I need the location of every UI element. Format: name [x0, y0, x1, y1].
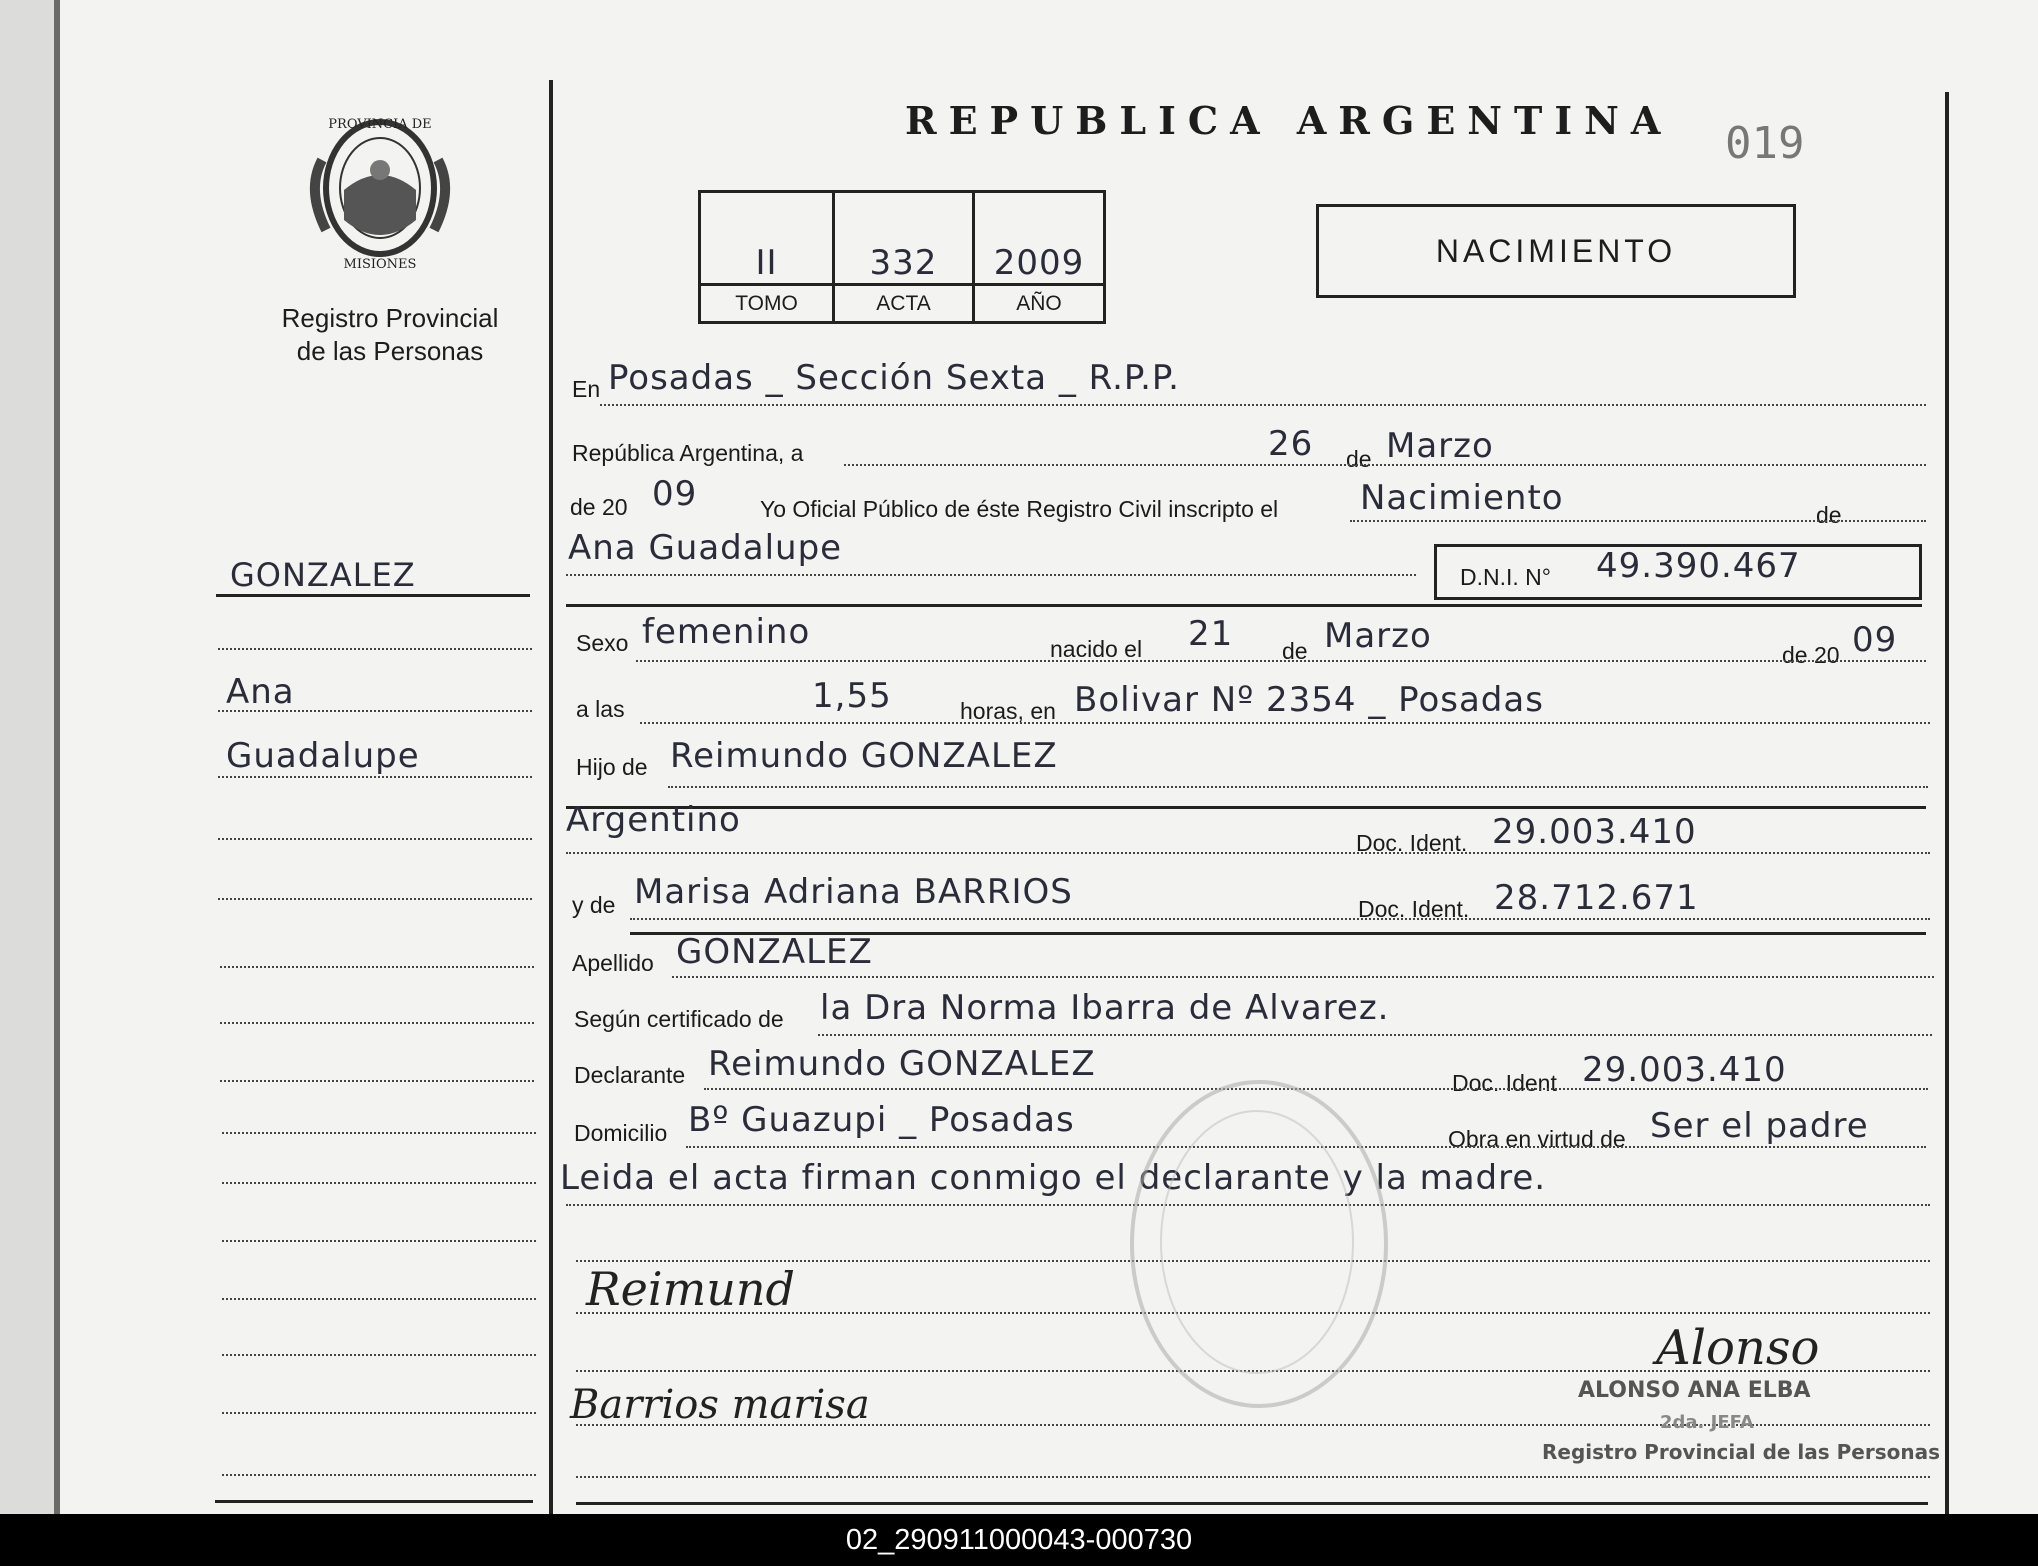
row-line — [636, 660, 1926, 662]
margin-line — [222, 1182, 536, 1184]
section-line — [566, 604, 1922, 607]
svg-text:MISIONES: MISIONES — [343, 257, 417, 272]
margin-name2: Guadalupe — [226, 736, 420, 776]
oficial-role: 2da. JEFA — [1660, 1412, 1754, 1433]
margin-line — [222, 1412, 536, 1414]
margin-line — [218, 648, 532, 650]
entry-lugar: Posadas _ Sección Sexta _ R.P.P. — [608, 358, 1180, 398]
margin-line — [215, 1500, 533, 1503]
left-column-divider — [549, 80, 553, 1514]
serial-number: 019 — [1725, 118, 1805, 169]
entry-dia: 26 — [1268, 424, 1314, 464]
label-horas: horas, en — [960, 698, 1056, 724]
label-doc3: Doc. Ident — [1452, 1070, 1557, 1096]
entry-anio: 09 — [652, 474, 698, 514]
entry-dia-nac: 21 — [1188, 614, 1234, 654]
entry-madre: Marisa Adriana BARRIOS — [634, 872, 1073, 912]
row-line — [566, 852, 1930, 854]
entry-leida: Leida el acta firman conmigo el declarante y la madre. — [560, 1158, 1547, 1198]
label-declarante: Declarante — [574, 1062, 686, 1088]
label-de: de — [1346, 446, 1372, 472]
margin-line — [222, 1354, 536, 1356]
margin-line — [222, 1298, 536, 1300]
entry-inscripto: Nacimiento — [1360, 478, 1564, 518]
label-dni: D.N.I. N° — [1460, 564, 1551, 590]
entry-mes-nac: Marzo — [1324, 616, 1432, 656]
label-de-tail: de — [1816, 502, 1842, 528]
row-line — [668, 786, 1928, 788]
label-republica: República Argentina, a — [572, 440, 804, 466]
row-line — [640, 722, 1930, 724]
entry-doc-madre: 28.712.671 — [1494, 878, 1699, 918]
tomo-label: TOMO — [701, 283, 835, 321]
margin-line — [220, 1022, 534, 1024]
row-line — [672, 976, 1934, 978]
footer-id-bar: 02_290911000043-000730 — [0, 1514, 2038, 1566]
label-doc1: Doc. Ident. — [1356, 830, 1468, 856]
label-sexo: Sexo — [576, 630, 629, 656]
margin-line — [220, 966, 534, 968]
margin-line — [218, 776, 532, 778]
registry-name-line1: Registro Provincial — [281, 303, 499, 333]
row-line — [600, 404, 1926, 406]
section-line — [576, 1502, 1928, 1505]
entry-obra: Ser el padre — [1650, 1106, 1869, 1146]
label-a-las: a las — [576, 696, 625, 722]
entry-apellido: GONZALEZ — [676, 932, 873, 972]
acta-value: 332 — [835, 193, 975, 283]
registry-seal-inner-ring — [1160, 1110, 1354, 1374]
entry-dni: 49.390.467 — [1596, 546, 1801, 586]
acta-label: ACTA — [835, 283, 975, 321]
signature-madre: Barrios marisa — [570, 1382, 870, 1428]
signature-oficial: Alonso — [1656, 1320, 1820, 1376]
entry-doc-declarante: 29.003.410 — [1582, 1050, 1787, 1090]
section-line — [566, 806, 1926, 809]
label-en: En — [572, 376, 601, 402]
entry-anio-nac: 09 — [1852, 620, 1898, 660]
entry-lugar-nac: Bolivar Nº 2354 _ Posadas — [1074, 680, 1544, 720]
entry-nacionalidad: Argentino — [566, 800, 741, 840]
oficial-org: Registro Provincial de las Personas — [1542, 1440, 1941, 1464]
label-de-mes: de — [1282, 638, 1308, 664]
margin-surname: GONZALEZ — [230, 556, 416, 594]
margin-name1: Ana — [226, 672, 295, 712]
document-title: REPUBLICA ARGENTINA — [905, 98, 1673, 143]
entry-domicilio: Bº Guazupi _ Posadas — [688, 1100, 1075, 1140]
entry-padre: Reimundo GONZALEZ — [670, 736, 1058, 776]
margin-line — [222, 1240, 536, 1242]
label-y-de: y de — [572, 892, 616, 918]
registry-name-line2: de las Personas — [296, 336, 484, 366]
act-type-box: NACIMIENTO — [1316, 204, 1796, 298]
margin-line — [222, 1474, 536, 1476]
book-binding-edge — [0, 0, 60, 1514]
row-line — [818, 1034, 1932, 1036]
entry-hora: 1,55 — [812, 676, 892, 716]
row-line — [1350, 520, 1926, 522]
margin-line — [220, 1080, 534, 1082]
label-nacido: nacido el — [1050, 636, 1143, 662]
label-apellido: Apellido — [572, 950, 654, 976]
provincia-de-misiones-emblem — [300, 100, 460, 280]
registry-name — [255, 302, 525, 368]
entry-sexo: femenino — [642, 612, 811, 652]
row-line — [576, 1476, 1930, 1478]
label-hijo: Hijo de — [576, 754, 648, 780]
row-line — [704, 1088, 1928, 1090]
entry-nombre: Ana Guadalupe — [568, 528, 843, 568]
label-de-20b: de 20 — [1782, 642, 1840, 668]
anio-value: 2009 — [993, 243, 1085, 283]
entry-doc-padre: 29.003.410 — [1492, 812, 1697, 852]
svg-text:PROVINCIA DE: PROVINCIA DE — [328, 117, 432, 132]
signature-declarante: Reimund — [586, 1262, 795, 1316]
label-doc2: Doc. Ident. — [1358, 896, 1470, 922]
anio-label: AÑO — [975, 283, 1103, 321]
tomo-value: II — [701, 193, 835, 283]
margin-line — [222, 1132, 536, 1134]
row-line — [566, 574, 1416, 576]
margin-line — [218, 898, 532, 900]
margin-line — [216, 594, 530, 597]
label-domicilio: Domicilio — [574, 1120, 668, 1146]
entry-mes: Marzo — [1386, 426, 1494, 466]
right-border-line — [1945, 92, 1949, 1514]
entry-declarante: Reimundo GONZALEZ — [708, 1044, 1096, 1084]
oficial-name: ALONSO ANA ELBA — [1578, 1378, 1811, 1403]
label-segun: Según certificado de — [574, 1006, 784, 1032]
register-table — [698, 190, 1106, 324]
label-oficial: Yo Oficial Público de éste Registro Civil inscripto el — [760, 496, 1279, 522]
entry-certificado: la Dra Norma Ibarra de Alvarez. — [820, 988, 1390, 1028]
margin-line — [218, 838, 532, 840]
row-line — [630, 918, 1930, 920]
row-line — [844, 464, 1926, 466]
margin-line — [218, 710, 532, 712]
label-obra: Obra en virtud de — [1448, 1126, 1626, 1152]
label-de-20: de 20 — [570, 494, 628, 520]
